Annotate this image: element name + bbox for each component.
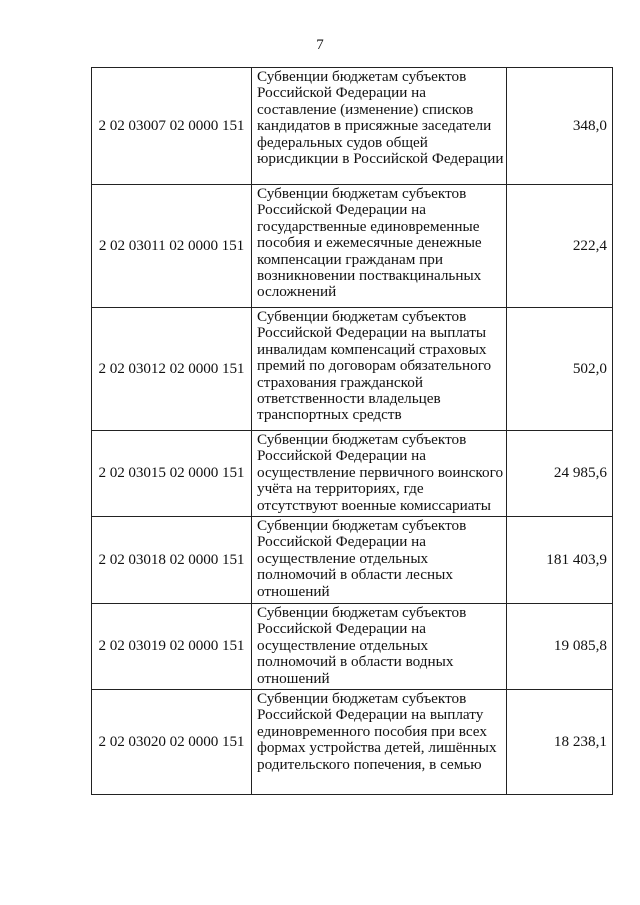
table-row (92, 604, 613, 690)
budget-code: 2 02 03018 02 0000 151 (92, 517, 252, 604)
subvention-description: Субвенции бюджетам субъектов Российской Федерации на осуществление первичного воинского учёта на территориях, где отсутствуют военные комиссариаты (252, 431, 507, 517)
subvention-description: Субвенции бюджетам субъектов Российской Федерации на составление (изменение) списков кандидатов в присяжные заседатели федеральных судов общей юрисдикции в Российской Федерации (252, 68, 507, 185)
amount-value: 18 238,1 (507, 690, 613, 795)
budget-code: 2 02 03012 02 0000 151 (92, 308, 252, 431)
amount-value: 19 085,8 (507, 604, 613, 690)
subvention-description: Субвенции бюджетам субъектов Российской Федерации на осуществление отдельных полномочий в области лесных отношений (252, 517, 507, 604)
budget-code: 2 02 03019 02 0000 151 (92, 604, 252, 690)
budget-code: 2 02 03011 02 0000 151 (92, 185, 252, 308)
page-number: 7 (316, 37, 324, 53)
budget-table (91, 67, 613, 795)
table-row (92, 185, 613, 308)
subvention-description: Субвенции бюджетам субъектов Российской Федерации на выплаты инвалидам компенсаций страховых премий по договорам обязательного страхования гражданской ответственности владельцев транспортных средств (252, 308, 507, 431)
amount-value: 502,0 (507, 308, 613, 431)
table-row (92, 308, 613, 431)
amount-value: 222,4 (507, 185, 613, 308)
table-row (92, 517, 613, 604)
subvention-description: Субвенции бюджетам субъектов Российской Федерации на государственные единовременные пособия и ежемесячные денежные компенсации гражданам при возникновении поствакцинальных осложнений (252, 185, 507, 308)
budget-code: 2 02 03020 02 0000 151 (92, 690, 252, 795)
budget-code: 2 02 03007 02 0000 151 (92, 68, 252, 185)
table-row (92, 690, 613, 795)
subvention-description: Субвенции бюджетам субъектов Российской Федерации на осуществление отдельных полномочий в области водных отношений (252, 604, 507, 690)
amount-value: 348,0 (507, 68, 613, 185)
amount-value: 24 985,6 (507, 431, 613, 517)
subvention-description: Субвенции бюджетам субъектов Российской Федерации на выплату единовременного пособия при всех формах устройства детей, лишённых родительского попечения, в семью (252, 690, 507, 795)
table-row (92, 68, 613, 185)
amount-value: 181 403,9 (507, 517, 613, 604)
budget-code: 2 02 03015 02 0000 151 (92, 431, 252, 517)
table-row (92, 431, 613, 517)
